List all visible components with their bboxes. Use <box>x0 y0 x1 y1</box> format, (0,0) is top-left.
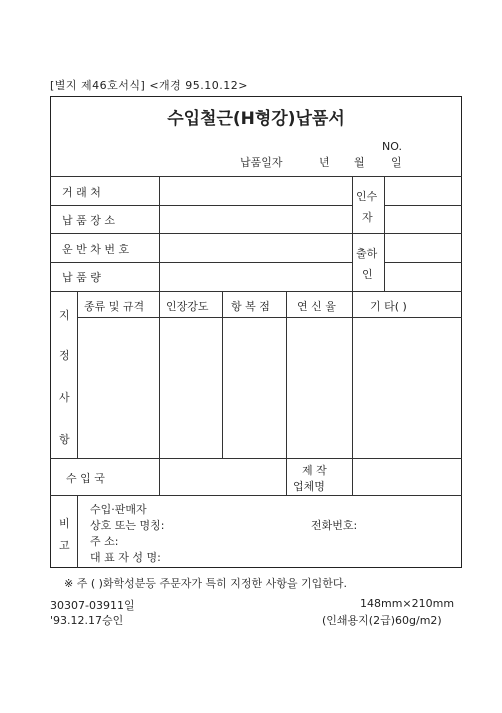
receiver-label-2: 자 <box>362 211 373 224</box>
col-elongation: 연 신 율 <box>297 300 336 313</box>
grid-line <box>352 291 353 458</box>
grid-line <box>159 176 160 291</box>
no-label: NO. <box>382 140 402 153</box>
designation-label-2: 정 <box>59 349 70 362</box>
label-trader: 거 래 처 <box>62 186 101 199</box>
shipper-label-1: 출하 <box>356 247 378 260</box>
remarks-phone: 전화번호: <box>311 519 358 532</box>
form-code: 30307-03911일 <box>50 599 135 612</box>
form-header: [별지 제46호서식] <개경 95.10.12> <box>50 79 248 92</box>
label-vehicle-no: 운 반 차 번 호 <box>62 243 130 256</box>
label-delivery-qty: 납 품 량 <box>62 271 101 284</box>
label-import-country: 수 입 국 <box>66 472 105 485</box>
receiver-label-1: 인수 <box>356 190 378 203</box>
grid-line <box>50 495 462 496</box>
grid-line <box>50 291 462 292</box>
designation-label-1: 지 <box>59 309 70 322</box>
grid-line <box>352 458 353 495</box>
footnote: ※ 주 ( )화학성분등 주문자가 특히 지정한 사항을 기입한다. <box>64 577 348 590</box>
col-type-spec: 종류 및 규격 <box>84 300 145 313</box>
paper-size: 148mm×210mm <box>360 597 455 610</box>
col-tensile: 인장강도 <box>166 300 209 313</box>
remarks-company-name: 상호 또는 명칭: <box>90 519 165 532</box>
grid-line <box>384 176 385 291</box>
grid-line <box>50 262 352 263</box>
date-label: 납품일자 <box>240 156 283 169</box>
label-delivery-place: 납 품 장 소 <box>62 214 115 227</box>
remarks-seller: 수입·판매자 <box>90 503 147 516</box>
remarks-label-2: 고 <box>59 539 70 552</box>
grid-line <box>50 205 352 206</box>
grid-line <box>77 317 462 318</box>
date-year: 년 <box>319 156 330 169</box>
remarks-label-1: 비 <box>59 517 70 530</box>
grid-line <box>77 291 78 458</box>
paper-spec: (인쇄용지(2급)60g/m2) <box>322 614 442 627</box>
grid-line <box>50 176 462 177</box>
col-yield: 항 복 점 <box>231 300 270 313</box>
col-other: 기 타( ) <box>370 300 407 313</box>
date-month: 월 <box>354 156 365 169</box>
designation-label-3: 사 <box>59 391 70 404</box>
grid-line <box>286 458 287 495</box>
grid-line <box>159 458 160 495</box>
grid-line <box>352 176 353 291</box>
date-day: 일 <box>391 156 402 169</box>
maker-label-1: 제 작 <box>302 464 327 477</box>
grid-line <box>77 495 78 568</box>
grid-line <box>50 233 462 234</box>
shipper-label-2: 인 <box>362 268 373 281</box>
grid-line <box>159 291 160 458</box>
approval-date: '93.12.17승인 <box>50 614 124 627</box>
form-title: 수입철근(H형강)납품서 <box>167 109 345 129</box>
remarks-representative: 대 표 자 성 명: <box>90 551 161 564</box>
grid-line <box>286 291 287 458</box>
remarks-address: 주 소: <box>90 535 119 548</box>
grid-line <box>384 262 462 263</box>
grid-line <box>384 205 462 206</box>
designation-label-4: 항 <box>59 433 70 446</box>
grid-line <box>50 458 462 459</box>
maker-label-2: 업체명 <box>293 480 325 493</box>
grid-line <box>222 291 223 458</box>
